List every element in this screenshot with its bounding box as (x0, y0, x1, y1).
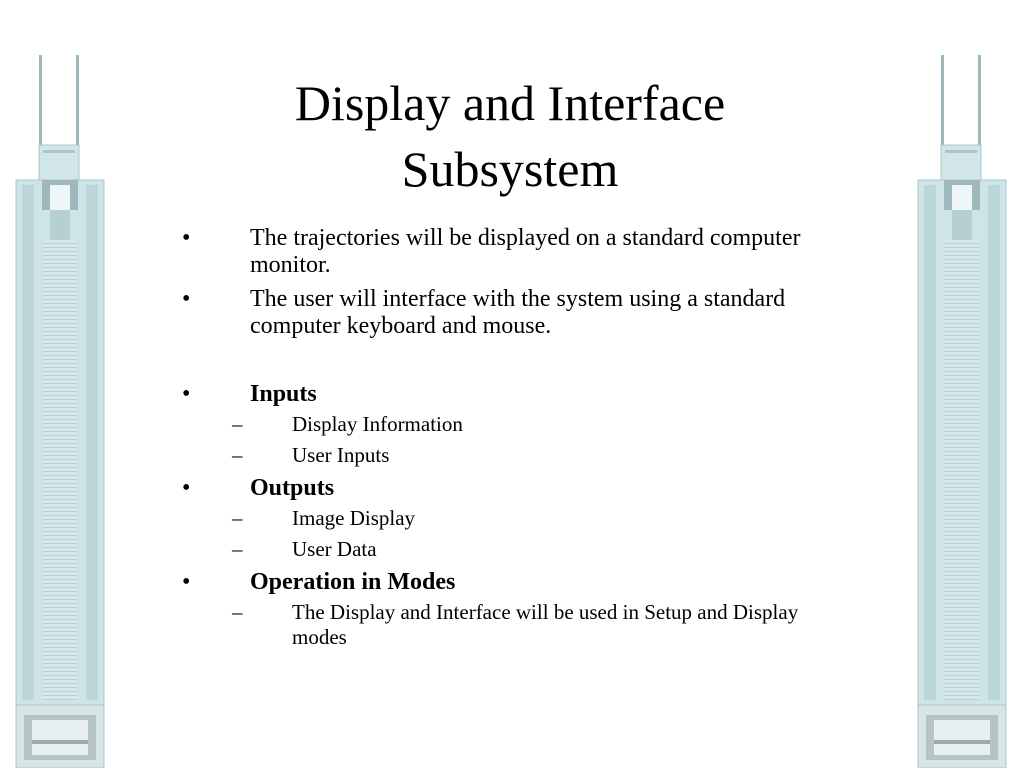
sub-bullet-item (176, 443, 856, 468)
dash-icon: – (232, 537, 243, 561)
bullet-icon: • (182, 225, 191, 251)
sub-bullet-item (176, 600, 856, 650)
slide-title: Display and Interface Subsystem (294, 75, 726, 197)
bullet-item-outputs (176, 475, 856, 502)
sub-bullet-text: Image Display (292, 506, 416, 530)
section-heading-inputs: Inputs (250, 381, 317, 407)
sub-bullet-item (176, 412, 856, 437)
section-heading-outputs: Outputs (250, 475, 335, 501)
bullet-icon: • (182, 569, 191, 595)
sub-bullet-text: The Display and Interface will be used in Setup and Display modes (292, 600, 799, 649)
bullet-item (176, 286, 856, 340)
bullet-icon: • (182, 286, 191, 312)
dash-icon: – (232, 506, 243, 530)
bullet-icon: • (182, 381, 191, 407)
skyscraper-right-icon (914, 0, 1010, 768)
dash-icon: – (232, 412, 243, 436)
bullet-item-inputs (176, 381, 856, 408)
bullet-text: The user will interface with the system using a standard computer keyboard and mouse. (250, 286, 786, 339)
sub-bullet-text: Display Information (292, 412, 463, 436)
bullet-text: The trajectories will be displayed on a standard computer monitor. (250, 225, 801, 278)
sub-bullet-text: User Inputs (292, 443, 390, 467)
bullet-list (176, 225, 856, 650)
bullet-item (176, 225, 856, 279)
sub-bullet-item (176, 537, 856, 562)
dash-icon: – (232, 600, 243, 624)
bullet-item-operation-in-modes (176, 569, 856, 596)
sub-bullet-text: User Data (292, 537, 377, 561)
dash-icon: – (232, 443, 243, 467)
bullet-icon: • (182, 475, 191, 501)
section-heading-operation-in-modes: Operation in Modes (250, 569, 456, 595)
sub-bullet-item (176, 506, 856, 531)
skyscraper-left-icon (12, 0, 108, 768)
